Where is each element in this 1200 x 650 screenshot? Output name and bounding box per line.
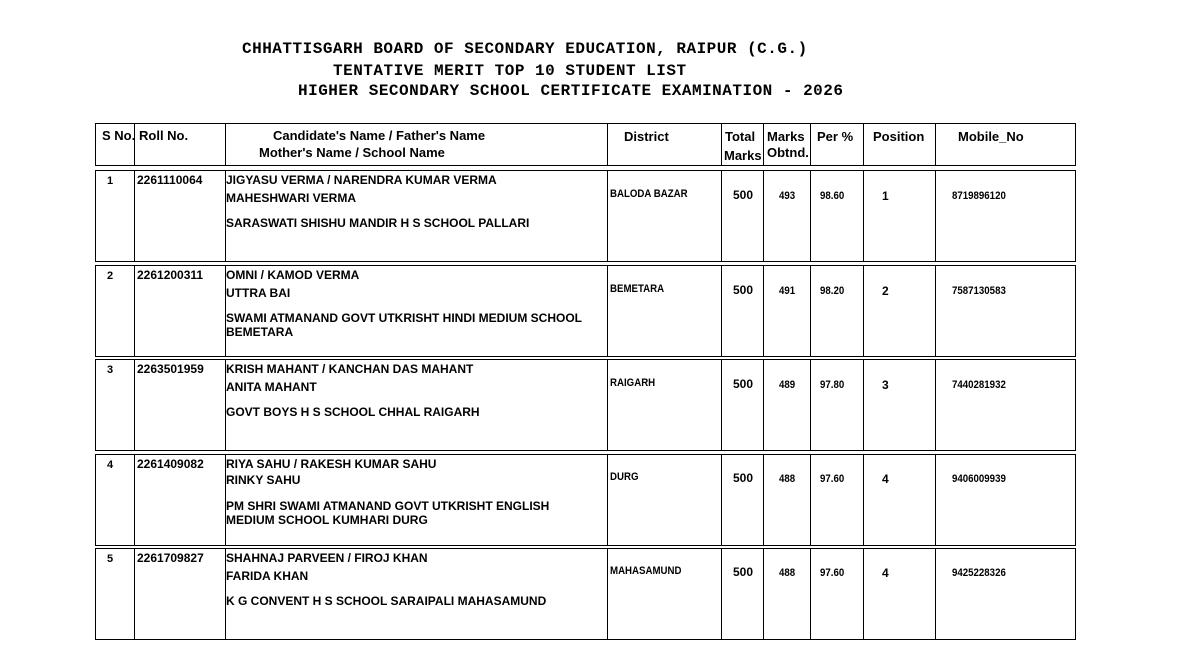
mobile-number: 9425228326 bbox=[952, 567, 1006, 579]
total-marks: 500 bbox=[733, 377, 754, 391]
total-marks: 500 bbox=[733, 565, 754, 579]
header-total-marks: Marks bbox=[724, 148, 762, 163]
header-mother-school: Mother's Name / School Name bbox=[259, 145, 445, 160]
candidate-father-name: OMNI / KAMOD VERMA bbox=[226, 268, 360, 282]
header-roll-no: Roll No. bbox=[139, 128, 189, 143]
roll-number: 2261200311 bbox=[137, 268, 204, 282]
list-title: TENTATIVE MERIT TOP 10 STUDENT LIST bbox=[333, 62, 687, 80]
serial-number: 5 bbox=[107, 553, 114, 565]
column-divider bbox=[721, 124, 722, 165]
column-divider bbox=[225, 124, 226, 165]
mobile-number: 7587130583 bbox=[952, 285, 1006, 297]
roll-number: 2261409082 bbox=[137, 457, 204, 471]
table-row bbox=[95, 454, 1076, 546]
header-total: Total bbox=[725, 129, 756, 144]
roll-number: 2261110064 bbox=[137, 173, 203, 187]
merit-position: 3 bbox=[882, 378, 889, 392]
total-marks: 500 bbox=[733, 283, 754, 297]
header-candidate-name: Candidate's Name / Father's Name bbox=[273, 128, 486, 143]
merit-position: 1 bbox=[882, 189, 889, 203]
percentage: 97.60 bbox=[820, 473, 845, 485]
merit-position: 4 bbox=[882, 472, 889, 486]
marks-obtained: 491 bbox=[779, 285, 796, 297]
header-obtained: Obtnd. bbox=[767, 145, 809, 160]
percentage: 98.20 bbox=[820, 285, 845, 297]
column-divider bbox=[810, 124, 811, 165]
header-position: Position bbox=[873, 129, 925, 144]
percentage: 98.60 bbox=[820, 190, 845, 202]
district: RAIGARH bbox=[610, 377, 656, 389]
column-divider bbox=[763, 124, 764, 165]
column-divider bbox=[935, 124, 936, 165]
header-district: District bbox=[624, 129, 669, 144]
mother-name: ANITA MAHANT bbox=[226, 380, 317, 394]
mobile-number: 7440281932 bbox=[952, 379, 1006, 391]
total-marks: 500 bbox=[733, 471, 754, 485]
merit-position: 4 bbox=[882, 566, 889, 580]
header-sno: S No. bbox=[102, 128, 136, 143]
marks-obtained: 489 bbox=[779, 379, 796, 391]
marks-obtained: 488 bbox=[779, 473, 796, 485]
marks-obtained: 488 bbox=[779, 567, 796, 579]
serial-number: 1 bbox=[107, 175, 114, 187]
candidate-father-name: JIGYASU VERMA / NARENDRA KUMAR VERMA bbox=[226, 173, 497, 187]
serial-number: 4 bbox=[107, 459, 114, 471]
serial-number: 3 bbox=[107, 364, 114, 376]
candidate-father-name: RIYA SAHU / RAKESH KUMAR SAHU bbox=[226, 457, 437, 471]
district: DURG bbox=[610, 471, 639, 483]
school-name: PM SHRI SWAMI ATMANAND GOVT UTKRISHT ENGLISH MEDIUM SCHOOL KUMHARI DURG bbox=[226, 499, 550, 527]
mother-name: RINKY SAHU bbox=[226, 473, 301, 487]
candidate-father-name: KRISH MAHANT / KANCHAN DAS MAHANT bbox=[226, 362, 474, 376]
school-name: SWAMI ATMANAND GOVT UTKRISHT HINDI MEDIUM SCHOOL BEMETARA bbox=[226, 311, 582, 339]
district: BALODA BAZAR bbox=[610, 188, 688, 200]
district: BEMETARA bbox=[610, 283, 665, 295]
mobile-number: 8719896120 bbox=[952, 190, 1006, 202]
merit-position: 2 bbox=[882, 284, 889, 298]
header-mobile: Mobile_No bbox=[958, 129, 1024, 144]
mother-name: MAHESHWARI VERMA bbox=[226, 191, 357, 205]
roll-number: 2263501959 bbox=[137, 362, 204, 376]
column-divider bbox=[863, 124, 864, 165]
column-header-row bbox=[95, 123, 1076, 166]
mother-name: FARIDA KHAN bbox=[226, 569, 309, 583]
table-row bbox=[95, 265, 1076, 357]
table-row bbox=[95, 359, 1076, 451]
board-title: CHHATTISGARH BOARD OF SECONDARY EDUCATION, RAIPUR (C.G.) bbox=[242, 40, 808, 58]
mother-name: UTTRA BAI bbox=[226, 286, 291, 300]
school-name: GOVT BOYS H S SCHOOL CHHAL RAIGARH bbox=[226, 405, 480, 419]
school-name: SARASWATI SHISHU MANDIR H S SCHOOL PALLARI bbox=[226, 216, 530, 230]
column-divider bbox=[607, 124, 608, 165]
percentage: 97.80 bbox=[820, 379, 845, 391]
header-marks: Marks bbox=[767, 129, 805, 144]
percentage: 97.60 bbox=[820, 567, 845, 579]
table-row bbox=[95, 548, 1076, 640]
mobile-number: 9406009939 bbox=[952, 473, 1006, 485]
marks-obtained: 493 bbox=[779, 190, 796, 202]
roll-number: 2261709827 bbox=[137, 551, 204, 565]
district: MAHASAMUND bbox=[610, 565, 682, 577]
serial-number: 2 bbox=[107, 270, 114, 282]
total-marks: 500 bbox=[733, 188, 754, 202]
table-row bbox=[95, 170, 1076, 262]
candidate-father-name: SHAHNAJ PARVEEN / FIROJ KHAN bbox=[226, 551, 428, 565]
exam-title: HIGHER SECONDARY SCHOOL CERTIFICATE EXAMINATION - 2026 bbox=[298, 82, 844, 100]
header-percent: Per % bbox=[817, 129, 854, 144]
school-name: K G CONVENT H S SCHOOL SARAIPALI MAHASAMUND bbox=[226, 594, 547, 608]
